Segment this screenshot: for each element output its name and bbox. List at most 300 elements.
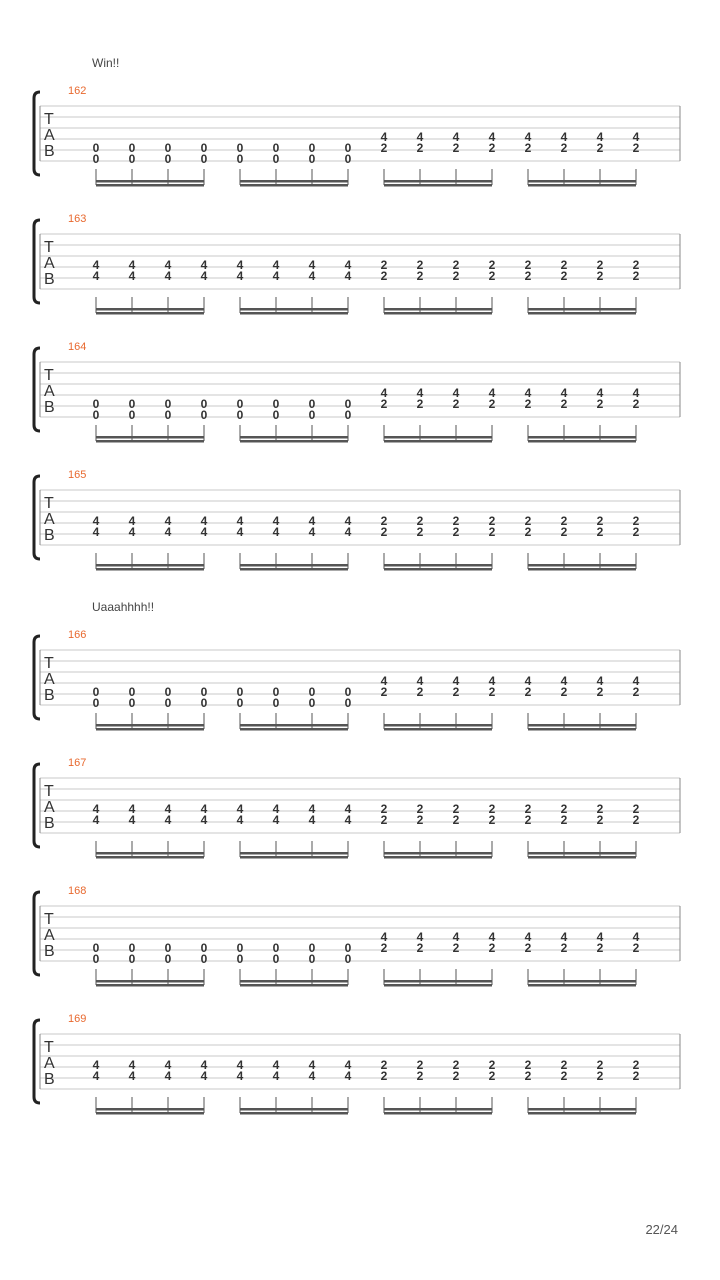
fret-number: 2 (488, 1058, 496, 1072)
fret-number: 4 (488, 674, 496, 688)
fret-number: 2 (416, 1069, 424, 1083)
fret-number: 2 (380, 269, 388, 283)
measure-number: 165 (68, 469, 87, 481)
beam (96, 1108, 204, 1111)
fret-number: 0 (92, 141, 100, 155)
fret-number: 0 (92, 696, 100, 710)
fret-number: 4 (92, 1058, 100, 1072)
fret-number: 4 (308, 813, 316, 827)
fret-number: 4 (344, 1069, 352, 1083)
fret-number: 2 (380, 1069, 388, 1083)
fret-number: 4 (128, 1058, 136, 1072)
beam (96, 312, 204, 315)
beam (240, 180, 348, 183)
fret-number: 2 (560, 1058, 568, 1072)
fret-number: 2 (560, 141, 568, 155)
fret-number: 2 (524, 514, 532, 528)
fret-number: 2 (524, 141, 532, 155)
measure-number: 168 (68, 885, 87, 897)
beam (384, 1112, 492, 1115)
fret-number: 0 (272, 152, 280, 166)
fret-number: 2 (416, 802, 424, 816)
fret-number: 2 (380, 258, 388, 272)
fret-number: 2 (488, 685, 496, 699)
fret-number: 4 (308, 802, 316, 816)
beam (240, 184, 348, 187)
fret-number: 0 (272, 696, 280, 710)
fret-number: 0 (164, 397, 172, 411)
fret-number: 2 (524, 1069, 532, 1083)
tab-clef-letter: T (44, 911, 54, 928)
fret-number: 2 (560, 941, 568, 955)
fret-number: 0 (236, 952, 244, 966)
beam (240, 980, 348, 983)
fret-number: 2 (596, 813, 604, 827)
beam (528, 980, 636, 983)
fret-number: 4 (92, 525, 100, 539)
fret-number: 0 (164, 685, 172, 699)
fret-number: 4 (524, 130, 532, 144)
fret-number: 0 (200, 941, 208, 955)
fret-number: 2 (488, 141, 496, 155)
fret-number: 2 (416, 141, 424, 155)
beam (528, 312, 636, 315)
tab-clef-letter: T (44, 783, 54, 800)
beam (240, 852, 348, 855)
fret-number: 4 (308, 258, 316, 272)
fret-number: 4 (92, 269, 100, 283)
fret-number: 0 (128, 152, 136, 166)
fret-number: 4 (92, 1069, 100, 1083)
fret-number: 4 (164, 1058, 172, 1072)
fret-number: 4 (200, 269, 208, 283)
fret-number: 4 (416, 130, 424, 144)
fret-number: 4 (128, 1069, 136, 1083)
fret-number: 0 (236, 941, 244, 955)
fret-number: 2 (596, 269, 604, 283)
fret-number: 2 (524, 269, 532, 283)
fret-number: 0 (308, 941, 316, 955)
fret-number: 4 (200, 525, 208, 539)
fret-number: 4 (344, 802, 352, 816)
fret-number: 0 (128, 141, 136, 155)
fret-number: 4 (452, 930, 460, 944)
fret-number: 2 (524, 525, 532, 539)
fret-number: 4 (236, 813, 244, 827)
fret-number: 2 (488, 941, 496, 955)
fret-number: 0 (200, 952, 208, 966)
beam (384, 564, 492, 567)
fret-number: 2 (488, 802, 496, 816)
measure-number: 166 (68, 629, 87, 641)
system-bracket (34, 220, 40, 303)
beam (528, 728, 636, 731)
beam (240, 724, 348, 727)
beam (240, 308, 348, 311)
fret-number: 4 (560, 130, 568, 144)
fret-number: 2 (524, 397, 532, 411)
fret-number: 0 (164, 141, 172, 155)
fret-number: 0 (92, 408, 100, 422)
fret-number: 2 (380, 397, 388, 411)
fret-number: 4 (200, 514, 208, 528)
fret-number: 0 (128, 952, 136, 966)
tab-clef-letter: A (44, 799, 55, 816)
fret-number: 2 (560, 685, 568, 699)
fret-number: 0 (164, 696, 172, 710)
fret-number: 4 (416, 674, 424, 688)
fret-number: 2 (416, 1058, 424, 1072)
fret-number: 4 (164, 269, 172, 283)
fret-number: 0 (92, 941, 100, 955)
fret-number: 4 (236, 1058, 244, 1072)
fret-number: 4 (272, 269, 280, 283)
tab-clef-letter: A (44, 927, 55, 944)
fret-number: 2 (524, 813, 532, 827)
fret-number: 4 (452, 130, 460, 144)
fret-number: 0 (272, 141, 280, 155)
fret-number: 0 (236, 141, 244, 155)
fret-number: 2 (632, 269, 640, 283)
lyric-annotation: Uaaahhhh!! (92, 600, 155, 614)
system-bracket (34, 476, 40, 559)
fret-number: 2 (560, 1069, 568, 1083)
fret-number: 4 (632, 130, 640, 144)
beam (528, 436, 636, 439)
tab-clef-letter: B (44, 687, 55, 704)
beam (384, 436, 492, 439)
system-bracket (34, 92, 40, 175)
fret-number: 4 (164, 258, 172, 272)
tab-clef-letter: T (44, 495, 54, 512)
fret-number: 0 (308, 952, 316, 966)
tab-clef-letter: B (44, 399, 55, 416)
fret-number: 0 (236, 397, 244, 411)
fret-number: 2 (524, 941, 532, 955)
fret-number: 2 (632, 1069, 640, 1083)
system-bracket (34, 348, 40, 431)
fret-number: 0 (92, 152, 100, 166)
fret-number: 2 (632, 1058, 640, 1072)
fret-number: 4 (560, 930, 568, 944)
fret-number: 2 (488, 1069, 496, 1083)
fret-number: 4 (416, 386, 424, 400)
fret-number: 2 (560, 802, 568, 816)
beam (528, 984, 636, 987)
fret-number: 0 (308, 408, 316, 422)
fret-number: 2 (596, 1058, 604, 1072)
tab-clef-letter: B (44, 1071, 55, 1088)
fret-number: 4 (128, 802, 136, 816)
fret-number: 0 (344, 685, 352, 699)
fret-number: 2 (596, 514, 604, 528)
beam (528, 180, 636, 183)
fret-number: 0 (200, 397, 208, 411)
fret-number: 2 (560, 514, 568, 528)
fret-number: 2 (632, 525, 640, 539)
fret-number: 4 (92, 514, 100, 528)
fret-number: 4 (272, 802, 280, 816)
fret-number: 0 (272, 397, 280, 411)
fret-number: 4 (200, 1069, 208, 1083)
fret-number: 4 (200, 1058, 208, 1072)
fret-number: 4 (128, 514, 136, 528)
tab-clef-letter: T (44, 239, 54, 256)
fret-number: 0 (128, 696, 136, 710)
tab-clef-letter: B (44, 527, 55, 544)
fret-number: 4 (524, 930, 532, 944)
fret-number: 0 (308, 685, 316, 699)
fret-number: 0 (92, 685, 100, 699)
fret-number: 0 (128, 941, 136, 955)
fret-number: 4 (164, 1069, 172, 1083)
tab-clef-letter: A (44, 511, 55, 528)
fret-number: 2 (452, 397, 460, 411)
fret-number: 0 (272, 408, 280, 422)
fret-number: 2 (632, 514, 640, 528)
fret-number: 4 (236, 525, 244, 539)
fret-number: 4 (164, 525, 172, 539)
beam (96, 856, 204, 859)
beam (96, 568, 204, 571)
fret-number: 2 (596, 258, 604, 272)
fret-number: 0 (308, 141, 316, 155)
tab-clef-letter: A (44, 383, 55, 400)
fret-number: 2 (488, 269, 496, 283)
fret-number: 2 (416, 685, 424, 699)
beam (240, 436, 348, 439)
beam (384, 852, 492, 855)
fret-number: 4 (236, 269, 244, 283)
fret-number: 2 (632, 141, 640, 155)
fret-number: 4 (200, 813, 208, 827)
fret-number: 4 (128, 813, 136, 827)
fret-number: 2 (488, 258, 496, 272)
fret-number: 2 (524, 802, 532, 816)
fret-number: 0 (164, 152, 172, 166)
fret-number: 2 (380, 1058, 388, 1072)
fret-number: 0 (92, 952, 100, 966)
fret-number: 0 (164, 952, 172, 966)
beam (96, 852, 204, 855)
fret-number: 2 (452, 258, 460, 272)
fret-number: 0 (236, 408, 244, 422)
fret-number: 2 (380, 685, 388, 699)
fret-number: 4 (344, 1058, 352, 1072)
beam (96, 724, 204, 727)
tab-clef-letter: T (44, 367, 54, 384)
beam (528, 1108, 636, 1111)
fret-number: 4 (92, 802, 100, 816)
fret-number: 2 (596, 525, 604, 539)
fret-number: 2 (452, 802, 460, 816)
fret-number: 2 (452, 813, 460, 827)
fret-number: 2 (488, 514, 496, 528)
fret-number: 4 (560, 674, 568, 688)
fret-number: 4 (272, 514, 280, 528)
fret-number: 2 (380, 514, 388, 528)
beam (240, 564, 348, 567)
fret-number: 2 (416, 813, 424, 827)
beam (96, 728, 204, 731)
fret-number: 4 (272, 525, 280, 539)
fret-number: 0 (236, 685, 244, 699)
fret-number: 2 (632, 813, 640, 827)
tab-clef-letter: T (44, 1039, 54, 1056)
fret-number: 0 (200, 696, 208, 710)
beam (528, 308, 636, 311)
fret-number: 2 (488, 813, 496, 827)
fret-number: 4 (308, 1058, 316, 1072)
fret-number: 0 (200, 408, 208, 422)
fret-number: 0 (344, 408, 352, 422)
fret-number: 4 (344, 514, 352, 528)
fret-number: 4 (632, 386, 640, 400)
tab-clef-letter: T (44, 655, 54, 672)
fret-number: 2 (380, 141, 388, 155)
fret-number: 2 (416, 525, 424, 539)
fret-number: 4 (416, 930, 424, 944)
fret-number: 4 (596, 674, 604, 688)
beam (96, 1112, 204, 1115)
fret-number: 0 (272, 941, 280, 955)
beam (240, 440, 348, 443)
measure-number: 163 (68, 213, 87, 225)
fret-number: 2 (632, 802, 640, 816)
beam (240, 1108, 348, 1111)
fret-number: 2 (560, 813, 568, 827)
fret-number: 4 (488, 930, 496, 944)
fret-number: 2 (452, 1069, 460, 1083)
fret-number: 2 (452, 1058, 460, 1072)
beam (384, 312, 492, 315)
fret-number: 0 (344, 141, 352, 155)
fret-number: 4 (596, 386, 604, 400)
measure-number: 169 (68, 1013, 87, 1025)
fret-number: 2 (632, 397, 640, 411)
fret-number: 0 (344, 696, 352, 710)
fret-number: 4 (236, 258, 244, 272)
system-bracket (34, 892, 40, 975)
measure-number: 162 (68, 85, 87, 97)
beam (240, 856, 348, 859)
fret-number: 4 (380, 130, 388, 144)
beam (240, 1112, 348, 1115)
tab-clef-letter: B (44, 943, 55, 960)
beam (528, 564, 636, 567)
fret-number: 4 (560, 386, 568, 400)
fret-number: 4 (164, 813, 172, 827)
beam (384, 724, 492, 727)
system-bracket (34, 1020, 40, 1103)
fret-number: 0 (344, 397, 352, 411)
beam (96, 180, 204, 183)
beam (96, 564, 204, 567)
fret-number: 4 (380, 386, 388, 400)
fret-number: 2 (596, 802, 604, 816)
beam (528, 852, 636, 855)
fret-number: 2 (560, 269, 568, 283)
fret-number: 0 (236, 152, 244, 166)
fret-number: 4 (272, 1069, 280, 1083)
fret-number: 2 (452, 525, 460, 539)
tab-clef-letter: B (44, 271, 55, 288)
fret-number: 4 (200, 802, 208, 816)
fret-number: 4 (524, 386, 532, 400)
beam (384, 984, 492, 987)
fret-number: 2 (632, 258, 640, 272)
tab-clef-letter: A (44, 1055, 55, 1072)
fret-number: 0 (92, 397, 100, 411)
beam (96, 440, 204, 443)
page-number: 22/24 (645, 1222, 678, 1237)
fret-number: 2 (452, 514, 460, 528)
fret-number: 4 (272, 258, 280, 272)
system-bracket (34, 636, 40, 719)
fret-number: 0 (200, 152, 208, 166)
fret-number: 2 (524, 1058, 532, 1072)
beam (384, 1108, 492, 1111)
fret-number: 4 (92, 258, 100, 272)
fret-number: 2 (380, 525, 388, 539)
fret-number: 2 (452, 269, 460, 283)
tab-clef-letter: T (44, 111, 54, 128)
fret-number: 4 (596, 930, 604, 944)
fret-number: 2 (380, 813, 388, 827)
beam (384, 180, 492, 183)
fret-number: 0 (344, 941, 352, 955)
fret-number: 4 (344, 813, 352, 827)
fret-number: 4 (488, 386, 496, 400)
fret-number: 4 (128, 525, 136, 539)
fret-number: 4 (632, 930, 640, 944)
fret-number: 4 (128, 258, 136, 272)
fret-number: 2 (632, 941, 640, 955)
tab-clef-letter: A (44, 255, 55, 272)
fret-number: 0 (164, 408, 172, 422)
beam (96, 308, 204, 311)
fret-number: 4 (488, 130, 496, 144)
lyric-annotation: Win!! (92, 56, 120, 70)
fret-number: 2 (596, 141, 604, 155)
beam (384, 184, 492, 187)
fret-number: 4 (236, 514, 244, 528)
fret-number: 2 (452, 941, 460, 955)
fret-number: 2 (452, 685, 460, 699)
fret-number: 0 (200, 685, 208, 699)
fret-number: 4 (128, 269, 136, 283)
beam (528, 440, 636, 443)
fret-number: 2 (380, 941, 388, 955)
fret-number: 2 (560, 258, 568, 272)
beam (384, 308, 492, 311)
fret-number: 2 (488, 525, 496, 539)
beam (384, 856, 492, 859)
fret-number: 4 (380, 674, 388, 688)
fret-number: 4 (308, 514, 316, 528)
fret-number: 0 (308, 397, 316, 411)
fret-number: 2 (416, 397, 424, 411)
fret-number: 4 (236, 802, 244, 816)
beam (96, 184, 204, 187)
beam (96, 984, 204, 987)
tab-clef-letter: B (44, 815, 55, 832)
fret-number: 4 (272, 813, 280, 827)
fret-number: 0 (164, 941, 172, 955)
fret-number: 2 (416, 258, 424, 272)
beam (240, 984, 348, 987)
fret-number: 2 (452, 141, 460, 155)
